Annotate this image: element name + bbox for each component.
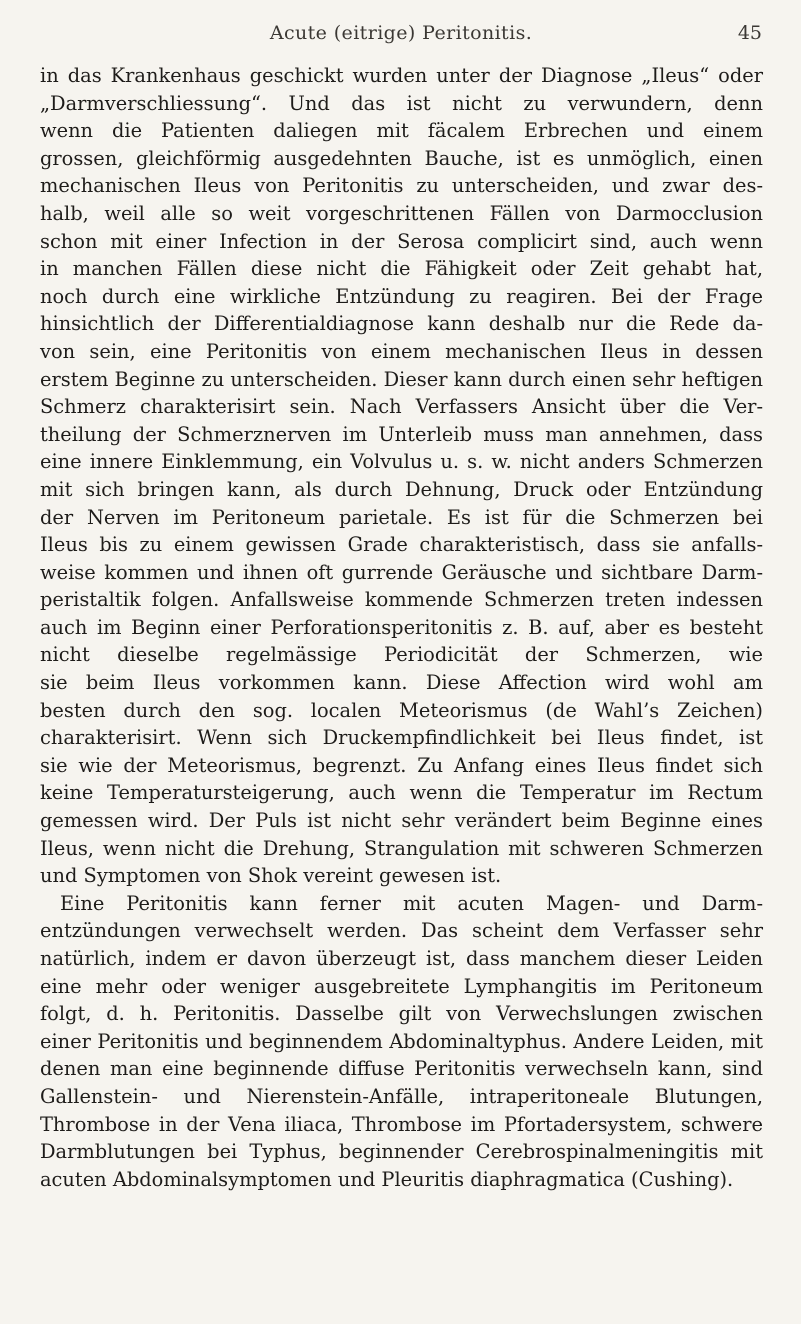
text-line: einer Peritonitis und beginnendem Abdominaltyphus. Andere Leiden, mit (40, 1029, 763, 1053)
text-line: erstem Beginne zu unterscheiden. Dieser kann durch einen sehr heftigen (40, 367, 763, 391)
running-head (40, 22, 762, 48)
text-line: hinsichtlich der Differentialdiagnose kann deshalb nur die Rede da- (40, 312, 763, 336)
text-line: Gallenstein- und Nierenstein-Anfälle, intraperitoneale Blutungen, (40, 1084, 763, 1108)
text-line: Thrombose in der Vena iliaca, Thrombose im Pfortadersystem, schwere (40, 1112, 763, 1136)
paragraph-end-line: und Symptomen von Shok vereint gewesen ist. (40, 864, 502, 888)
paragraph-start-line: Eine Peritonitis kann ferner mit acuten Magen- und Darm- (60, 891, 763, 915)
text-line: Darmblutungen bei Typhus, beginnender Cerebrospinalmeningitis mit (40, 1140, 763, 1164)
text-line: keine Temperatursteigerung, auch wenn die Temperatur im Rectum (40, 781, 763, 805)
text-line: in das Krankenhaus geschickt wurden unter der Diagnose „Ileus“ oder (40, 64, 763, 87)
text-line: peristaltik folgen. Anfallsweise kommende Schmerzen treten indessen (40, 588, 763, 612)
text-line: wenn die Patienten daliegen mit fäcalem Erbrechen und einem (40, 119, 763, 143)
text-line: natürlich, indem er davon überzeugt ist, dass manchem dieser Leiden (40, 947, 763, 970)
body-text (40, 62, 763, 1193)
text-line: auch im Beginn einer Perforationsperitonitis z. B. auf, aber es besteht (40, 615, 763, 639)
text-line: „Darmverschliessung“. Und das ist nicht zu verwundern, denn (40, 91, 763, 115)
text-line: mechanischen Ileus von Peritonitis zu unterscheiden, und zwar des- (40, 174, 763, 198)
text-line: charakterisirt. Wenn sich Druckempfindlichkeit bei Ileus findet, ist (40, 726, 763, 750)
text-line: noch durch eine wirkliche Entzündung zu reagiren. Bei der Frage (40, 284, 763, 308)
text-line: grossen, gleichförmig ausgedehnten Bauche, ist es unmöglich, einen (40, 146, 763, 170)
text-line: weise kommen und ihnen oft gurrende Geräusche und sichtbare Darm- (40, 560, 763, 584)
text-line: sie wie der Meteorismus, begrenzt. Zu Anfang eines Ileus findet sich (40, 753, 763, 777)
text-line: Ileus, wenn nicht die Drehung, Strangulation mit schweren Schmerzen (40, 836, 763, 860)
text-line: von sein, eine Peritonitis von einem mechanischen Ileus in dessen (40, 339, 763, 363)
text-line: halb, weil alle so weit vorgeschrittenen Fällen von Darmocclusion (40, 201, 763, 225)
text-line: schon mit einer Infection in der Serosa complicirt sind, auch wenn (40, 229, 763, 253)
text-line: folgt, d. h. Peritonitis. Dasselbe gilt von Verwechslungen zwischen (40, 1002, 763, 1026)
text-line: Schmerz charakterisirt sein. Nach Verfassers Ansicht über die Ver- (40, 395, 763, 419)
text-line: eine innere Einklemmung, ein Volvulus u. s. w. nicht anders Schmerzen (40, 450, 763, 474)
text-line: nicht dieselbe regelmässige Periodicität der Schmerzen, wie (40, 643, 763, 667)
text-line: sie beim Ileus vorkommen kann. Diese Affection wird wohl am (40, 671, 763, 695)
text-line: eine mehr oder weniger ausgebreitete Lymphangitis im Peritoneum (40, 974, 763, 998)
text-line: entzündungen verwechselt werden. Das scheint dem Verfasser sehr (40, 919, 763, 943)
text-line: denen man eine beginnende diffuse Peritonitis verwechseln kann, sind (40, 1057, 763, 1081)
text-line: in manchen Fällen diese nicht die Fähigkeit oder Zeit gehabt hat, (40, 257, 763, 281)
text-line: Ileus bis zu einem gewissen Grade charakteristisch, dass sie anfalls- (40, 533, 763, 557)
text-line: gemessen wird. Der Puls ist nicht sehr verändert beim Beginne eines (40, 809, 763, 833)
paragraph-end-line: acuten Abdominalsymptomen und Pleuritis diaphragmatica (Cushing). (40, 1167, 734, 1191)
text-line: theilung der Schmerznerven im Unterleib muss man annehmen, dass (40, 422, 763, 446)
text-line: mit sich bringen kann, als durch Dehnung, Druck oder Entzündung (40, 477, 763, 501)
text-line: besten durch den sog. localen Meteorismus (de Wahl’s Zeichen) (40, 698, 763, 722)
running-title: Acute (eitrige) Peritonitis. (269, 22, 533, 44)
text-line: der Nerven im Peritoneum parietale. Es ist für die Schmerzen bei (40, 505, 763, 529)
page-number: 45 (737, 22, 762, 44)
